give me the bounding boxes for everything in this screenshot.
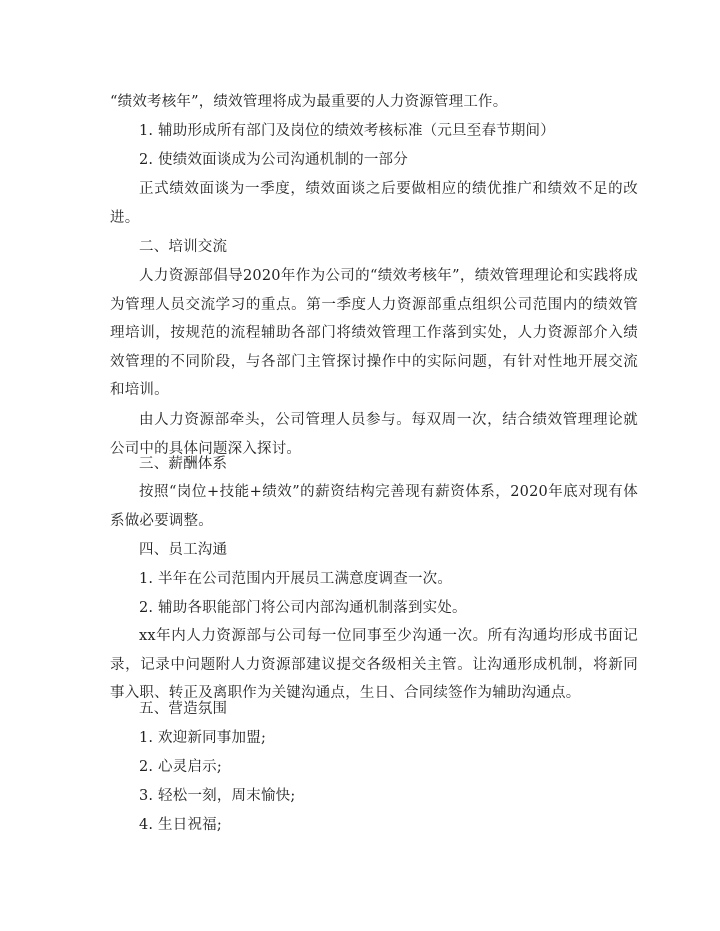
paragraph-communication-body: xx年内人力资源部与公司每一位同事至少沟通一次。所有沟通均形成书面记录，记录中问题附人力资源部建议提交各级相关主管。让沟通形成机制，将新同事入职、转正及离职作为关键沟通点，生日、合同续签作为辅助沟通点。 <box>110 628 638 702</box>
list-item-weekend: 3. 轻松一刻，周末愉快; <box>139 788 296 804</box>
list-item-interview-mechanism: 2. 使绩效面谈成为公司沟通机制的一部分 <box>139 152 408 168</box>
list-item-birthday: 4. 生日祝福; <box>139 817 222 833</box>
paragraph-formal-interview: 正式绩效面谈为一季度，绩效面谈之后要做相应的绩优推广和绩效不足的改进。 <box>110 181 638 226</box>
section-heading-atmosphere: 五、营造氛围 <box>139 701 228 717</box>
list-item-communication-mechanism: 2. 辅助各职能部门将公司内部沟通机制落到实处。 <box>139 600 467 616</box>
list-item-inspiration: 2. 心灵启示; <box>139 759 222 775</box>
paragraph-training-schedule: 由人力资源部牵头，公司管理人员参与。每双周一次，结合绩效管理理论就公司中的具体问题深入探讨。 <box>110 412 638 457</box>
list-item-welcome: 1. 欢迎新同事加盟; <box>139 730 267 746</box>
paragraph-training-body: 人力资源部倡导2020年作为公司的“绩效考核年”，绩效管理理论和实践将成为管理人员交流学习的重点。第一季度人力资源部重点组织公司范围内的绩效管理培训，按规范的流程辅助各部门将绩效管理工作落到实处，人力资源部介入绩效管理的不同阶段，与各部门主管探讨操作中的实际问题，有针对性地开展交流和培训。 <box>110 268 638 399</box>
paragraph-compensation-body: 按照“岗位+技能+绩效”的薪资结构完善现有薪资体系，2020年底对现有体系做必要调整。 <box>110 484 638 529</box>
paragraph-performance-year: “绩效考核年”，绩效管理将成为最重要的人力资源管理工作。 <box>110 94 508 110</box>
section-heading-training: 二、培训交流 <box>139 239 228 255</box>
section-heading-compensation: 三、薪酬体系 <box>139 456 228 472</box>
list-item-satisfaction-survey: 1. 半年在公司范围内开展员工满意度调查一次。 <box>139 571 453 587</box>
list-item-appraisal-standard: 1. 辅助形成所有部门及岗位的绩效考核标准（元旦至春节期间） <box>139 123 555 139</box>
section-heading-communication: 四、员工沟通 <box>139 542 228 558</box>
